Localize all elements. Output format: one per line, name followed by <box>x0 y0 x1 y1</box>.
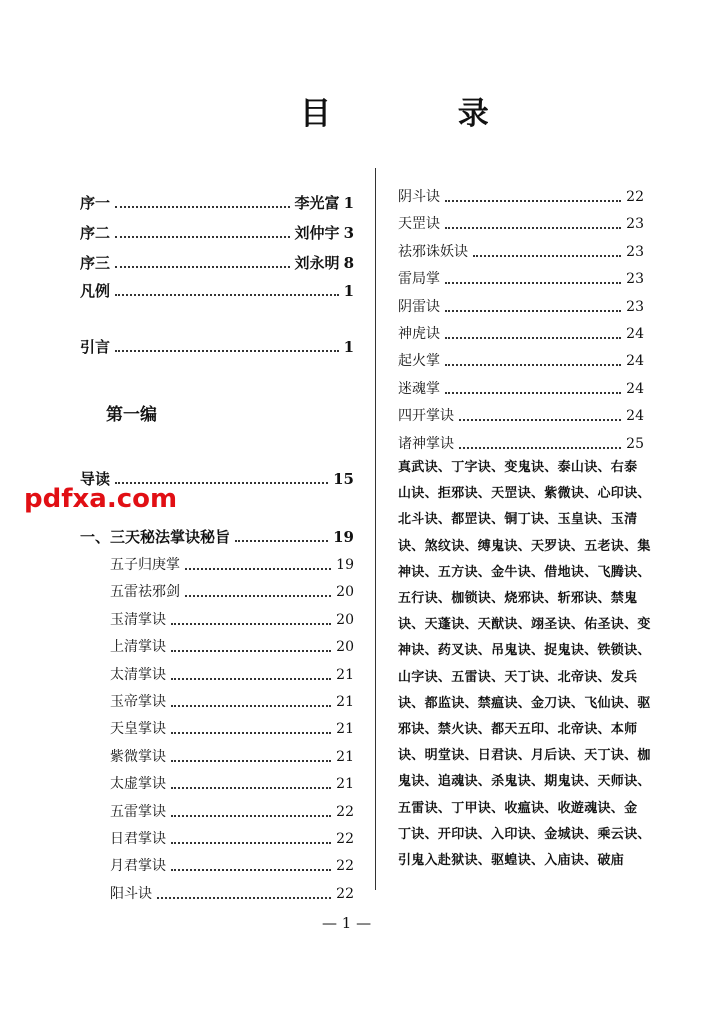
leader-dots <box>171 759 331 762</box>
entry-page: 22 <box>626 189 644 205</box>
entry-label: 祛邪诛妖诀 <box>398 243 468 260</box>
entry-label: 上清掌诀 <box>110 639 166 656</box>
entry-page: 21 <box>336 748 354 765</box>
toc-entry[interactable] <box>110 881 354 903</box>
leader-dots <box>115 205 290 208</box>
toc-entry[interactable] <box>110 634 354 656</box>
entry-label: 导读 <box>80 470 111 488</box>
entry-page: 21 <box>336 721 354 738</box>
entry-page: 22 <box>336 803 354 820</box>
toc-entry[interactable] <box>110 579 354 601</box>
leader-dots <box>459 446 621 449</box>
paragraph-line: 神诀、五方诀、金牛诀、借地诀、飞腾诀、 <box>398 564 651 580</box>
entry-author: 刘永明 <box>294 254 340 272</box>
paragraph-line: 引鬼入赴狱诀、驱蝗诀、入庙诀、破庙 <box>398 853 625 868</box>
entry-label: 起火掌 <box>398 353 440 370</box>
entry-page: 1 <box>343 338 354 356</box>
entry-label: 一、三天秘法掌诀秘旨 <box>80 528 231 546</box>
entry-page: 25 <box>626 435 644 452</box>
leader-dots <box>171 841 331 844</box>
toc-entry-preface-1[interactable] <box>80 190 354 212</box>
entry-page: 22 <box>336 885 354 902</box>
leader-dots <box>459 418 621 421</box>
leader-dots <box>115 235 290 238</box>
entry-label: 阳斗诀 <box>110 885 152 902</box>
entry-label: 日君掌诀 <box>110 831 166 847</box>
entry-page: 21 <box>336 666 354 683</box>
entry-page: 20 <box>336 611 354 628</box>
entry-page: 23 <box>626 243 644 260</box>
entry-page: 20 <box>336 639 354 656</box>
entry-page: 1 <box>343 282 354 300</box>
entry-author: 李光富 <box>294 194 340 212</box>
entry-label: 月君掌诀 <box>110 858 166 875</box>
entry-label: 天皇掌诀 <box>110 721 166 738</box>
leader-dots <box>185 594 331 597</box>
toc-entry[interactable] <box>110 552 354 574</box>
paragraph-line: 诀、明堂诀、日君诀、月后诀、天丁诀、枷 <box>398 748 651 764</box>
toc-entry[interactable] <box>110 744 354 766</box>
entry-label: 太虚掌诀 <box>110 776 166 793</box>
paragraph-line: 丁诀、开印诀、入印诀、金城诀、乘云诀、 <box>398 826 651 842</box>
entry-label: 神虎诀 <box>398 326 440 342</box>
toc-entry[interactable] <box>110 716 354 738</box>
entry-label: 引言 <box>80 338 111 356</box>
entry-label: 阴雷诀 <box>398 298 440 315</box>
entry-page: 19 <box>333 528 354 546</box>
leader-dots <box>445 336 621 339</box>
toc-entry-chapter-1[interactable] <box>80 524 354 546</box>
toc-entry[interactable] <box>398 431 644 453</box>
toc-entry[interactable] <box>398 294 644 316</box>
toc-entry-conventions[interactable] <box>80 278 354 300</box>
toc-entry-introduction[interactable] <box>80 334 354 356</box>
entry-label: 诸神掌诀 <box>398 435 454 452</box>
leader-dots <box>445 281 621 284</box>
paragraph-line: 山诀、拒邪诀、天罡诀、紫微诀、心印诀、 <box>398 486 651 502</box>
leader-dots <box>171 677 331 680</box>
paragraph-line: 山字诀、五雷诀、天丁诀、北帝诀、发兵 <box>398 669 638 685</box>
paragraph-line: 神诀、药叉诀、吊鬼诀、捉鬼诀、铁锁诀、 <box>398 643 651 659</box>
leader-dots <box>115 349 339 352</box>
entry-label: 天罡诀 <box>398 216 440 233</box>
leader-dots <box>235 539 328 542</box>
leader-dots <box>445 363 621 366</box>
entry-page: 15 <box>333 470 354 488</box>
entry-label: 序三 <box>80 254 111 272</box>
leader-dots <box>171 814 331 817</box>
toc-entry[interactable] <box>398 348 644 370</box>
entry-label: 序一 <box>80 194 111 212</box>
leader-dots <box>445 199 621 202</box>
toc-entry[interactable] <box>398 266 644 288</box>
entry-page: 1 <box>343 194 354 212</box>
toc-entry[interactable] <box>398 403 644 425</box>
leader-dots <box>115 265 290 268</box>
toc-entry[interactable] <box>110 662 354 684</box>
entry-page: 24 <box>626 353 644 370</box>
toc-entry-preface-3[interactable] <box>80 250 354 272</box>
entry-page: 22 <box>336 858 354 875</box>
entry-page: 23 <box>626 271 644 288</box>
leader-dots <box>171 868 331 871</box>
paragraph-line: 五行诀、枷锁诀、烧邪诀、斩邪诀、禁鬼 <box>398 591 638 606</box>
entry-label: 五雷祛邪剑 <box>110 584 180 601</box>
paragraph-line: 真武诀、丁字诀、变鬼诀、泰山诀、右泰 <box>398 460 638 475</box>
entry-page: 8 <box>343 254 354 272</box>
column-divider <box>375 168 376 890</box>
toc-entry[interactable] <box>110 607 354 629</box>
entry-label: 五子归庚掌 <box>110 557 180 573</box>
leader-dots <box>171 731 331 734</box>
entry-page: 19 <box>336 557 354 573</box>
entry-label: 序二 <box>80 224 111 242</box>
entry-page: 24 <box>626 408 644 425</box>
section-heading: 第一编 <box>106 405 157 425</box>
leader-dots <box>473 254 621 257</box>
leader-dots <box>157 896 331 899</box>
toc-entry[interactable] <box>110 853 354 875</box>
entry-page: 24 <box>626 326 644 342</box>
toc-entry[interactable] <box>398 239 644 261</box>
entry-label: 玉帝掌诀 <box>110 694 166 710</box>
toc-entry[interactable] <box>398 211 644 233</box>
entry-page: 21 <box>336 776 354 793</box>
paragraph-line: 五雷诀、丁甲诀、收瘟诀、收遊魂诀、金 <box>398 800 638 816</box>
toc-entry[interactable] <box>398 321 644 343</box>
paragraph-line: 邪诀、禁火诀、都天五印、北帝诀、本师 <box>398 722 638 737</box>
toc-entry[interactable] <box>398 184 644 206</box>
entry-label: 凡例 <box>80 282 111 300</box>
entry-label: 玉清掌诀 <box>110 611 166 628</box>
leader-dots <box>171 649 331 652</box>
toc-entry[interactable] <box>110 826 354 848</box>
leader-dots <box>445 226 621 229</box>
toc-entry[interactable] <box>110 771 354 793</box>
entry-author: 刘仲宇 <box>294 224 340 242</box>
entry-page: 22 <box>336 831 354 847</box>
leader-dots <box>171 704 331 707</box>
paragraph-line: 诀、都监诀、禁瘟诀、金刀诀、飞仙诀、驱 <box>398 695 651 711</box>
toc-entry-preface-2[interactable] <box>80 220 354 242</box>
entry-page: 24 <box>626 380 644 397</box>
toc-entry[interactable] <box>398 376 644 398</box>
leader-dots <box>171 622 331 625</box>
entry-label: 阴斗诀 <box>398 189 440 205</box>
page-title: 目 录 <box>300 96 547 132</box>
page-number: — 1 — <box>322 914 372 932</box>
paragraph-line: 鬼诀、追魂诀、杀鬼诀、期鬼诀、天师诀、 <box>398 774 651 790</box>
entry-label: 紫微掌诀 <box>110 748 166 765</box>
toc-entry[interactable] <box>110 799 354 821</box>
entry-label: 五雷掌诀 <box>110 803 166 820</box>
entry-page: 3 <box>343 224 354 242</box>
entry-label: 四开掌诀 <box>398 408 454 425</box>
entry-label: 太清掌诀 <box>110 666 166 683</box>
paragraph-line: 北斗诀、都罡诀、铜丁诀、玉皇诀、玉清 <box>398 512 638 528</box>
watermark-logo: pdfxa.com <box>24 484 178 514</box>
entry-page: 20 <box>336 584 354 601</box>
paragraph-line: 诀、煞纹诀、缚鬼诀、天罗诀、五老诀、集 <box>398 538 651 554</box>
leader-dots <box>185 567 331 570</box>
leader-dots <box>445 391 621 394</box>
leader-dots <box>445 309 621 312</box>
leader-dots <box>115 293 339 296</box>
entry-label: 雷局掌 <box>398 271 440 288</box>
toc-entry[interactable] <box>110 689 354 711</box>
leader-dots <box>171 786 331 789</box>
entry-page: 21 <box>336 694 354 710</box>
entry-label: 迷魂掌 <box>398 380 440 397</box>
entry-page: 23 <box>626 216 644 233</box>
entry-page: 23 <box>626 298 644 315</box>
paragraph-line: 诀、天蓬诀、天猷诀、翊圣诀、佑圣诀、变 <box>398 617 651 633</box>
